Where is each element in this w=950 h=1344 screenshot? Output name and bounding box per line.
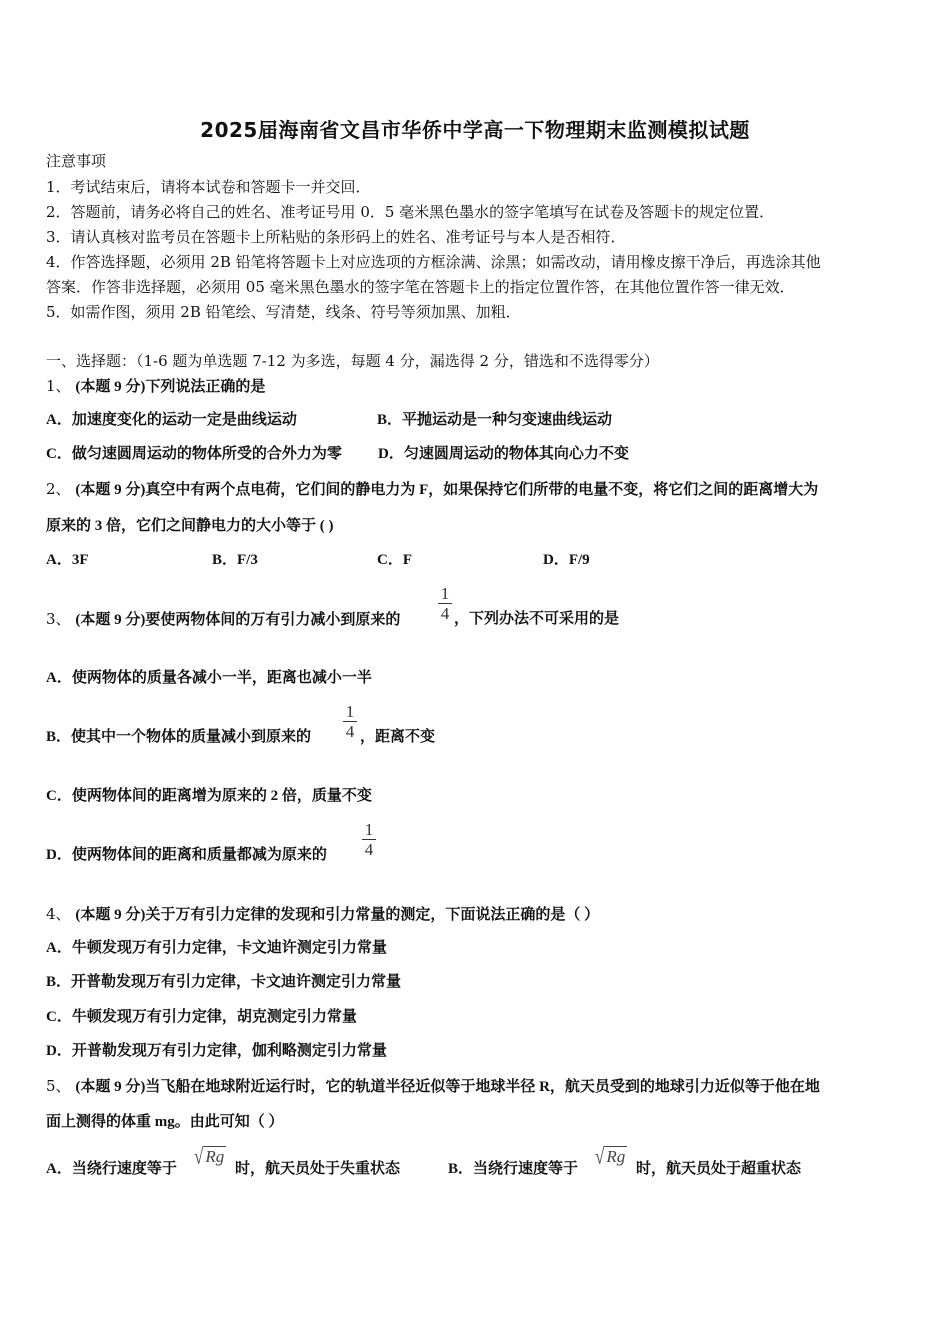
question-stem-line2: 面上测得的体重 mg。由此可知（ ）: [46, 1114, 284, 1130]
question-stem: (本题 9 分)关于万有引力定律的发现和引力常量的测定，下面说法正确的是（ ）: [75, 907, 600, 923]
note-item: 2．答题前，请务必将自己的姓名、准考证号用 0．5 毫米黑色墨水的签字笔填写在试卷及答题卡的规定位置．: [46, 203, 775, 221]
q3-option-b-tail: ，距离不变: [360, 729, 436, 745]
q2-option-d: D．F/9: [543, 552, 590, 568]
sqrt-sign: √: [194, 1144, 204, 1169]
q4-option-b: B．开普勒发现万有引力定律，卡文迪许测定引力常量: [46, 974, 402, 990]
q1-option-b: B．平抛运动是一种匀变速曲线运动: [377, 412, 613, 428]
note-item: 1．考试结束后，请将本试卷和答题卡一并交回．: [46, 178, 371, 196]
question-number: 3、: [46, 610, 71, 628]
note-item: 3．请认真核对监考员在答题卡上所粘贴的条形码上的姓名、准考证号与本人是否相符．: [46, 228, 626, 246]
q4-option-d: D．开普勒发现万有引力定律，伽利略测定引力常量: [46, 1043, 387, 1059]
question-stem-tail: ，下列办法不可采用的是: [454, 611, 620, 627]
question-number: 5、: [46, 1077, 71, 1095]
note-item: 5．如需作图，须用 2B 铅笔绘、写清楚，线条、符号等须加黑、加粗．: [46, 303, 521, 321]
question-number: 2、: [46, 480, 71, 498]
q2-option-c: C．F: [377, 552, 412, 568]
q3-option-b: B．使其中一个物体的质量减小到原来的: [46, 729, 312, 745]
sqrt-rg-expression: [194, 1144, 226, 1169]
question-2: [46, 480, 818, 499]
q5-option-a-tail: 时，航天员处于失重状态: [235, 1161, 401, 1177]
notes-heading: 注意事项: [46, 152, 107, 170]
question-5: [46, 1077, 820, 1096]
question-number: 1、: [46, 377, 71, 395]
q5-option-a: A．当绕行速度等于: [46, 1161, 177, 1177]
q3-option-d: D．使两物体间的距离和质量都减为原来的: [46, 847, 327, 863]
q1-option-c: C．做匀速圆周运动的物体所受的合外力为零: [46, 446, 342, 462]
q3-option-a: A．使两物体的质量各减小一半，距离也减小一半: [46, 670, 372, 686]
question-stem: (本题 9 分)真空中有两个点电荷，它们间的静电力为 F，如果保持它们所带的电量不变，将它们之间的距离增大为: [75, 482, 819, 498]
question-stem-line2: 原来的 3 倍，它们之间静电力的大小等于 ( ): [46, 518, 334, 534]
fraction-one-quarter: [438, 585, 452, 622]
question-number: 4、: [46, 905, 71, 923]
note-item: 答案．作答非选择题，必须用 05 毫米黑色墨水的签字笔在答题卡上的指定位置作答，在其他位置作答一律无效．: [46, 278, 795, 296]
q2-option-b: B．F/3: [212, 552, 258, 568]
q1-option-a: A．加速度变化的运动一定是曲线运动: [46, 412, 297, 428]
section-heading: 一、选择题：（1-6 题为单选题 7-12 为多选，每题 4 分，漏选得 2 分，错选和不选得零分）: [46, 352, 659, 370]
q1-option-d: D．匀速圆周运动的物体其向心力不变: [378, 446, 629, 462]
question-4: [46, 905, 599, 924]
q4-option-a: A．牛顿发现万有引力定律，卡文迪许测定引力常量: [46, 940, 387, 956]
question-1: [46, 377, 265, 396]
fraction-one-quarter: 1 4: [343, 703, 357, 740]
q5-option-b-tail: 时，航天员处于超重状态: [636, 1161, 802, 1177]
page-title: 2025届海南省文昌市华侨中学高一下物理期末监测模拟试题: [200, 118, 750, 142]
fraction-denominator: 4: [440, 604, 450, 623]
question-3: [46, 610, 400, 629]
question-stem: (本题 9 分)下列说法正确的是: [75, 379, 266, 395]
q3-option-c: C．使两物体间的距离增为原来的 2 倍，质量不变: [46, 788, 372, 804]
fraction-numerator: 1: [440, 584, 450, 603]
question-stem: (本题 9 分)要使两物体间的万有引力减小到原来的: [75, 612, 401, 628]
q5-option-b: B．当绕行速度等于: [448, 1161, 579, 1177]
question-stem: (本题 9 分)当飞船在地球附近运行时，它的轨道半径近似等于地球半径 R，航天员受到的地球引力近似等于他在地: [75, 1079, 820, 1095]
sqrt-rg-expression: √ Rg: [595, 1144, 626, 1169]
fraction-one-quarter: 1 4: [362, 821, 376, 858]
note-item: 4．作答选择题，必须用 2B 铅笔将答题卡上对应选项的方框涂满、涂黑；如需改动，请用橡皮擦干净后，再选涂其他: [46, 253, 821, 271]
sqrt-radicand: Rg: [205, 1147, 225, 1166]
q4-option-c: C．牛顿发现万有引力定律，胡克测定引力常量: [46, 1009, 357, 1025]
q2-option-a: A．3F: [46, 552, 89, 568]
